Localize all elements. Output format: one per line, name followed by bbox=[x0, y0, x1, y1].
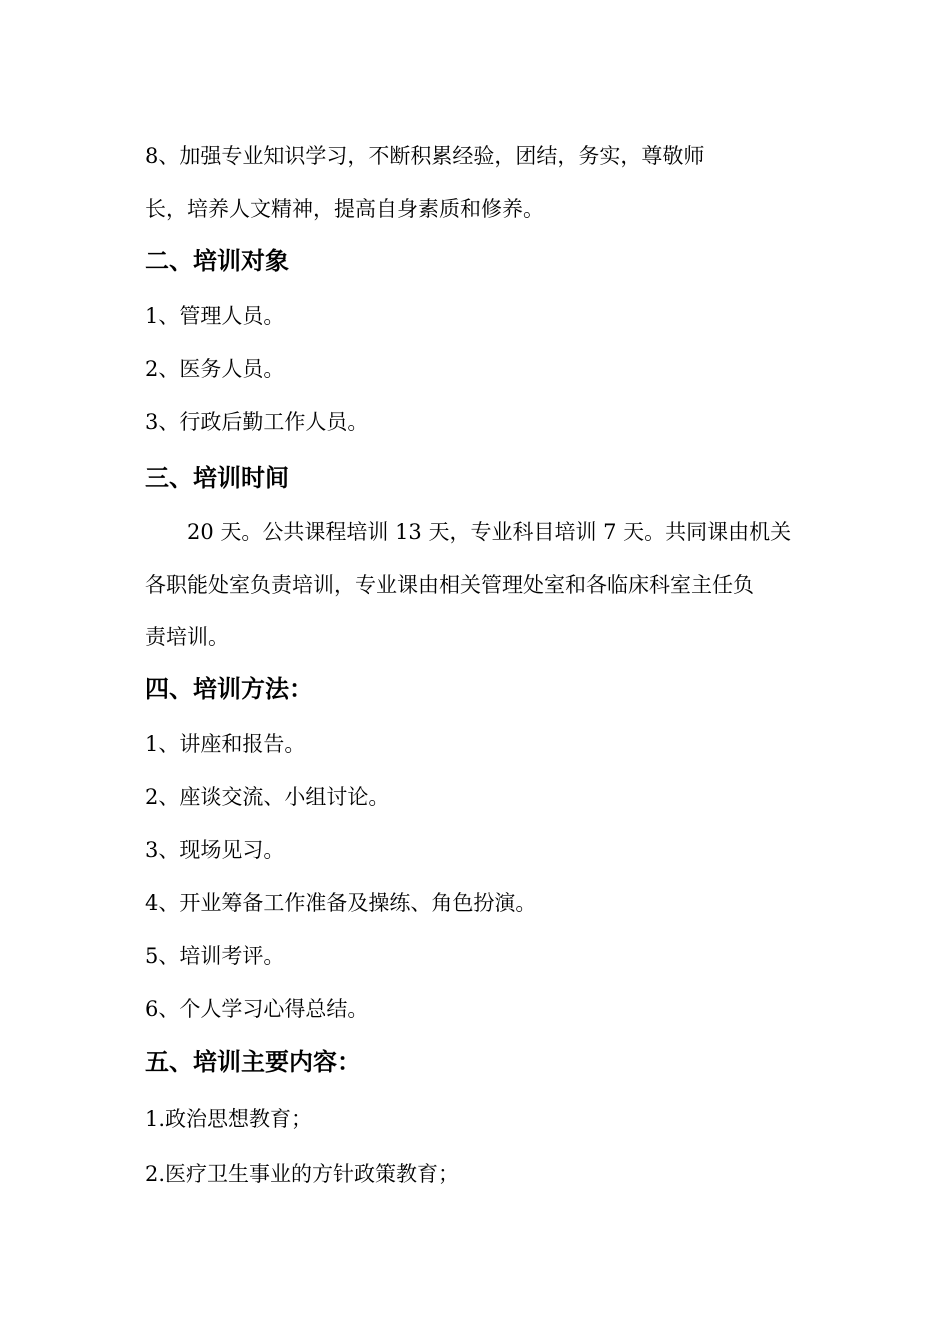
list-item: 3、现场见习。 bbox=[145, 838, 285, 862]
section-heading-trainees: 二、培训对象 bbox=[145, 246, 289, 275]
list-item: 3、行政后勤工作人员。 bbox=[145, 410, 369, 434]
list-item: 1、管理人员。 bbox=[145, 304, 285, 328]
list-item: 2.医疗卫生事业的方针政策教育； bbox=[145, 1162, 460, 1186]
list-item: 5、培训考评。 bbox=[145, 944, 285, 968]
list-item: 6、个人学习心得总结。 bbox=[145, 997, 369, 1021]
list-item: 2、医务人员。 bbox=[145, 357, 285, 381]
list-item: 2、座谈交流、小组讨论。 bbox=[145, 785, 390, 809]
section-heading-time: 三、培训时间 bbox=[145, 463, 289, 492]
paragraph-line: 各职能处室负责培训，专业课由相关管理处室和各临床科室主任负 bbox=[145, 573, 754, 597]
list-item: 1.政治思想教育； bbox=[145, 1107, 313, 1131]
list-item: 4、开业筹备工作准备及操练、角色扮演。 bbox=[145, 891, 537, 915]
section-heading-content: 五、培训主要内容： bbox=[145, 1047, 361, 1076]
paragraph-line: 8、加强专业知识学习，不断积累经验，团结，务实，尊敬师 bbox=[145, 144, 705, 168]
paragraph-line: 责培训。 bbox=[145, 625, 229, 649]
paragraph-line: 20 天。公共课程培训 13 天，专业科目培训 7 天。共同课由机关 bbox=[187, 520, 792, 544]
section-heading-methods: 四、培训方法： bbox=[145, 674, 313, 703]
paragraph-line: 长，培养人文精神，提高自身素质和修养。 bbox=[145, 197, 544, 221]
list-item: 1、讲座和报告。 bbox=[145, 732, 306, 756]
